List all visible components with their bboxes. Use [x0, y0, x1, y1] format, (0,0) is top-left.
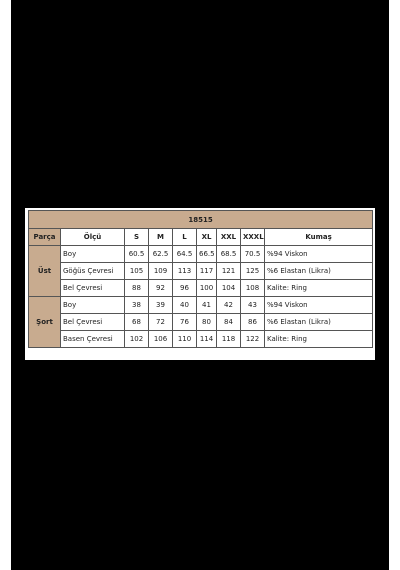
- header-part: Parça: [29, 229, 61, 246]
- measure-label: Bel Çevresi: [61, 280, 125, 297]
- size-value: 60.5: [125, 246, 149, 263]
- header-size-l: L: [173, 229, 197, 246]
- table-row: [29, 280, 373, 297]
- fabric-info: Kalite: Ring: [265, 331, 373, 348]
- size-value: 41: [197, 297, 217, 314]
- size-chart-card: [25, 208, 375, 360]
- table-row: [29, 331, 373, 348]
- size-value: 76: [173, 314, 197, 331]
- table-row: [29, 246, 373, 263]
- size-value: 102: [125, 331, 149, 348]
- size-chart-table: [28, 210, 373, 348]
- size-value: 62.5: [149, 246, 173, 263]
- size-value: 42: [217, 297, 241, 314]
- size-value: 114: [197, 331, 217, 348]
- size-value: 64.5: [173, 246, 197, 263]
- measure-label: Göğüs Çevresi: [61, 263, 125, 280]
- size-value: 113: [173, 263, 197, 280]
- part-label: Üst: [29, 246, 61, 297]
- size-value: 38: [125, 297, 149, 314]
- size-value: 86: [241, 314, 265, 331]
- fabric-info: %94 Viskon: [265, 297, 373, 314]
- size-value: 66.5: [197, 246, 217, 263]
- fabric-info: %6 Elastan (Likra): [265, 314, 373, 331]
- size-value: 108: [241, 280, 265, 297]
- measure-label: Boy: [61, 246, 125, 263]
- product-code: 18515: [29, 211, 373, 229]
- measure-label: Bel Çevresi: [61, 314, 125, 331]
- size-value: 106: [149, 331, 173, 348]
- size-value: 68.5: [217, 246, 241, 263]
- header-size-xxxl: XXXL: [241, 229, 265, 246]
- size-value: 88: [125, 280, 149, 297]
- size-value: 96: [173, 280, 197, 297]
- measure-label: Boy: [61, 297, 125, 314]
- size-value: 92: [149, 280, 173, 297]
- size-value: 80: [197, 314, 217, 331]
- size-value: 118: [217, 331, 241, 348]
- size-value: 39: [149, 297, 173, 314]
- part-label: Şort: [29, 297, 61, 348]
- table-row: [29, 297, 373, 314]
- size-value: 84: [217, 314, 241, 331]
- header-size-m: M: [149, 229, 173, 246]
- size-value: 104: [217, 280, 241, 297]
- header-size-xxl: XXL: [217, 229, 241, 246]
- table-row: [29, 263, 373, 280]
- size-value: 40: [173, 297, 197, 314]
- title-row: [29, 211, 373, 229]
- measure-label: Basen Çevresi: [61, 331, 125, 348]
- size-value: 70.5: [241, 246, 265, 263]
- fabric-info: %6 Elastan (Likra): [265, 263, 373, 280]
- size-value: 72: [149, 314, 173, 331]
- fabric-info: %94 Viskon: [265, 246, 373, 263]
- size-value: 43: [241, 297, 265, 314]
- fabric-info: Kalite: Ring: [265, 280, 373, 297]
- size-value: 122: [241, 331, 265, 348]
- size-value: 105: [125, 263, 149, 280]
- size-value: 121: [217, 263, 241, 280]
- size-value: 109: [149, 263, 173, 280]
- header-measure: Ölçü: [61, 229, 125, 246]
- header-fabric: Kumaş: [265, 229, 373, 246]
- header-size-xl: XL: [197, 229, 217, 246]
- size-value: 68: [125, 314, 149, 331]
- size-value: 100: [197, 280, 217, 297]
- header-size-s: S: [125, 229, 149, 246]
- size-value: 125: [241, 263, 265, 280]
- size-value: 110: [173, 331, 197, 348]
- size-value: 117: [197, 263, 217, 280]
- table-row: [29, 314, 373, 331]
- header-row: [29, 229, 373, 246]
